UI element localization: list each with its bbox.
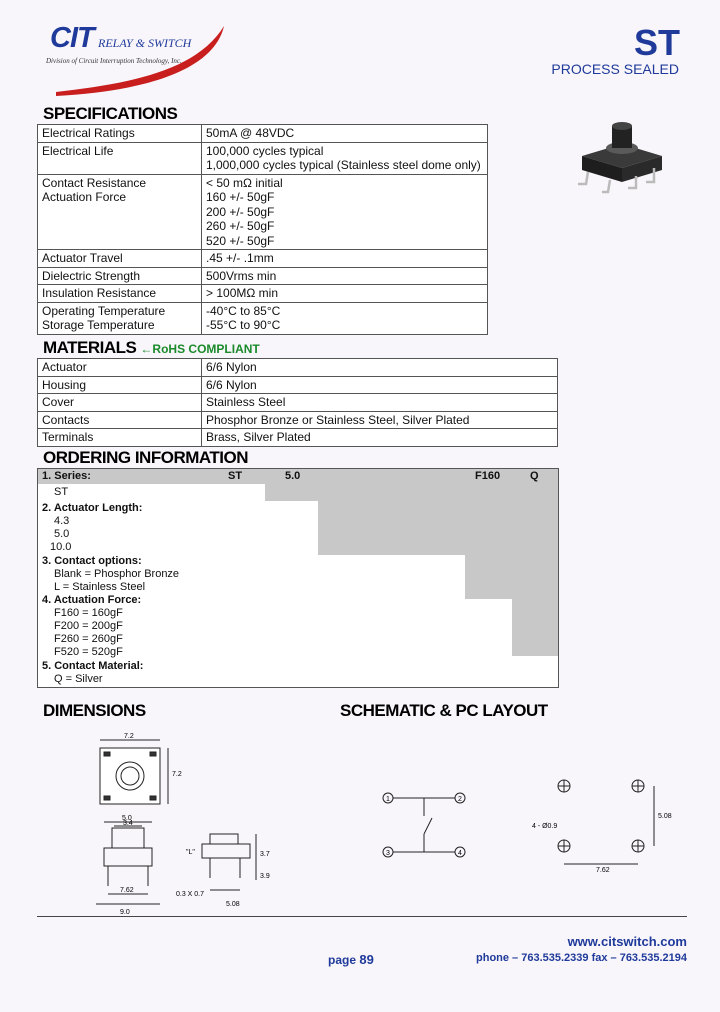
spec-value: 500Vrms min — [206, 268, 277, 283]
length-option: 5.0 — [54, 528, 70, 540]
schematic-pin: 3 — [386, 850, 390, 857]
force-option: F260 = 260gF — [54, 633, 123, 645]
material-value: 6/6 Nylon — [202, 376, 558, 394]
product-subtitle: PROCESS SEALED — [551, 61, 679, 77]
spec-value: 160 +/- 50gF — [206, 190, 275, 204]
material-label: Actuator — [38, 359, 202, 377]
spec-label: Operating Temperature — [42, 303, 166, 318]
material-row — [38, 411, 558, 429]
rohs-compliant-label: ←RoHS COMPLIANT — [140, 342, 260, 356]
schematic-heading: SCHEMATIC & PC LAYOUT — [340, 701, 548, 720]
dim-label: "L" — [186, 849, 195, 856]
dimension-drawing — [80, 728, 310, 918]
logo-tagline: RELAY & SWITCH — [98, 36, 192, 50]
spec-row — [38, 250, 488, 268]
spec-value: 50mA @ 48VDC — [206, 126, 295, 140]
spec-row — [38, 285, 488, 303]
spec-row — [38, 142, 488, 174]
contact-phone-fax: phone – 763.535.2339 fax – 763.535.2194 — [476, 952, 687, 964]
dim-label: 3.4 — [123, 820, 133, 827]
page-number — [328, 952, 374, 967]
spec-value: 200 +/- 50gF — [206, 204, 275, 219]
specifications-heading: SPECIFICATIONS — [43, 104, 178, 123]
dimensions-heading: DIMENSIONS — [43, 701, 146, 720]
material-row — [38, 394, 558, 412]
material-label: Contacts — [38, 411, 202, 429]
material-row — [38, 429, 558, 447]
force-title: 4. Actuation Force: — [42, 594, 142, 606]
spec-value: .45 +/- .1mm — [206, 251, 274, 265]
material-value: Phosphor Bronze or Stainless Steel, Silver Plated — [202, 411, 558, 429]
series-title: 1. Series: — [42, 470, 91, 482]
spec-label: Dielectric Strength — [42, 268, 141, 283]
pc-hole-label: 4 - Ø0.9 — [532, 823, 558, 830]
spec-value: 1,000,000 cycles typical (Stainless steel dome only) — [206, 158, 481, 172]
pc-spacing-vertical: 5.08 — [658, 813, 672, 820]
material-title: 5. Contact Material: — [42, 660, 144, 672]
spec-value: 520 +/- 50gF — [206, 233, 275, 248]
materials-table — [37, 358, 558, 447]
ordering-heading: ORDERING INFORMATION — [43, 448, 249, 467]
material-label: Terminals — [38, 429, 202, 447]
material-label: Cover — [38, 394, 202, 412]
materials-heading: MATERIALS — [43, 338, 137, 357]
schematic-pin: 1 — [386, 796, 390, 803]
force-option: F160 = 160gF — [54, 607, 123, 619]
material-value: Brass, Silver Plated — [202, 429, 558, 447]
switch-product-image — [566, 118, 672, 198]
product-code: ST — [633, 22, 680, 63]
spec-value: < 50 mΩ initial — [206, 175, 283, 190]
order-code-length: 5.0 — [285, 470, 301, 482]
order-code-series: ST — [228, 470, 243, 482]
page-number-value: 89 — [359, 952, 374, 967]
material-option: Q = Silver — [54, 673, 103, 685]
spec-value: 100,000 cycles typical — [206, 143, 324, 158]
force-option: F200 = 200gF — [54, 620, 123, 632]
footer-divider — [37, 916, 687, 917]
dim-label: 9.0 — [120, 909, 130, 916]
material-row — [38, 376, 558, 394]
contact-option: Blank = Phosphor Bronze — [54, 568, 180, 580]
schematic-diagram — [376, 780, 476, 870]
material-label: Housing — [38, 376, 202, 394]
series-option: ST — [54, 486, 69, 498]
spec-row — [38, 125, 488, 143]
material-value: 6/6 Nylon — [202, 359, 558, 377]
dim-label: 3.7 — [260, 851, 270, 858]
ordering-chart — [37, 468, 559, 688]
logo-division: Division of Circuit Interruption Technology, Inc. — [46, 57, 182, 65]
dim-label: 3.9 — [260, 873, 270, 880]
spec-value: -55°C to 90°C — [206, 318, 281, 332]
spec-label: Electrical Life — [42, 143, 114, 158]
spec-label: Electrical Ratings — [42, 126, 135, 140]
contact-title: 3. Contact options: — [42, 555, 142, 567]
dim-label: 5.08 — [226, 901, 240, 908]
spec-row — [38, 267, 488, 285]
length-title: 2. Actuator Length: — [42, 502, 143, 514]
pc-spacing-horizontal: 7.62 — [596, 867, 610, 874]
spec-label: Actuator Travel — [42, 251, 123, 265]
order-code-material: Q — [530, 470, 539, 482]
length-option: 4.3 — [54, 515, 70, 527]
spec-row — [38, 302, 488, 334]
spec-label: Storage Temperature — [42, 318, 155, 332]
schematic-pin: 4 — [458, 850, 462, 857]
dim-label: 7.62 — [120, 887, 134, 894]
page-label: page — [328, 953, 357, 967]
order-code-force: F160 — [475, 470, 501, 482]
pc-layout-diagram — [528, 772, 688, 882]
logo-brand: CIT — [50, 22, 94, 54]
materials-header — [43, 338, 260, 358]
specifications-table — [37, 124, 488, 335]
company-logo — [46, 22, 236, 100]
dim-label: 5.0 — [122, 815, 132, 822]
spec-label: Actuation Force — [42, 190, 127, 204]
spec-value: > 100MΩ min — [206, 286, 278, 300]
contact-option: L = Stainless Steel — [54, 581, 146, 593]
force-option: F520 = 520gF — [54, 646, 123, 658]
dim-label: 7.2 — [124, 733, 134, 740]
material-value: Stainless Steel — [202, 394, 558, 412]
website-link[interactable]: www.citswitch.com — [567, 934, 687, 949]
spec-value: 260 +/- 50gF — [206, 219, 275, 233]
spec-label: Contact Resistance — [42, 175, 147, 190]
schematic-pin: 2 — [458, 796, 462, 803]
dim-label: 0.3 X 0.7 — [176, 891, 205, 898]
spec-label: Insulation Resistance — [42, 286, 157, 300]
spec-value: -40°C to 85°C — [206, 303, 281, 318]
length-option: 10.0 — [50, 541, 72, 553]
material-row — [38, 359, 558, 377]
dim-label: 7.2 — [172, 771, 182, 778]
spec-row — [38, 174, 488, 250]
